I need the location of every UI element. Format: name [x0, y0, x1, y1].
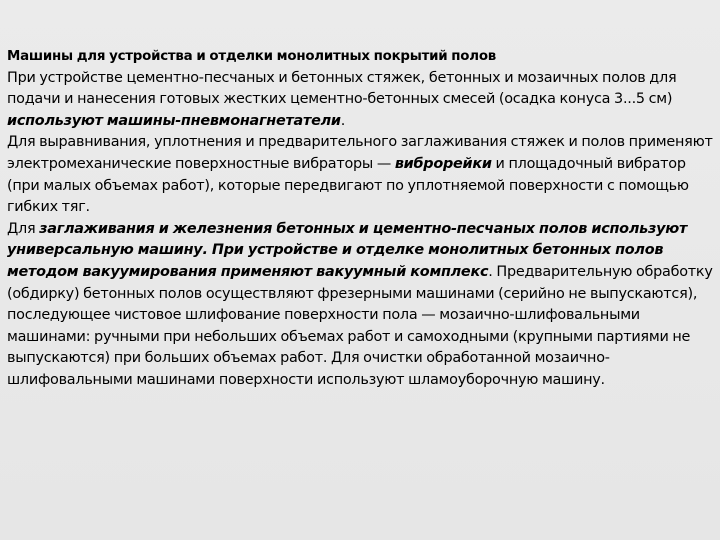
paragraph-text: .: [340, 112, 346, 129]
paragraph-text: При устройстве цементно-песчаных и бетонных стяжек, бетонных и мозаичных полов для подачи и нанесения готовых жестких цементно-бетонных смесей (осадка конуса 3...5 см): [7, 69, 677, 108]
emphasis-text: виброрейки: [394, 155, 492, 172]
paragraph-pneumatic: [7, 68, 713, 133]
paragraph-text: . Предварительную обработку (обдирку) бетонных полов осуществляют фрезерными машинами (серийно не выпускаются), последующее чистовое шлифование поверхности пола — мозаично-шлифовальными машинами: ручными при небольших объемах работ и самоходными (крупными партиями не выпускаются) при больших объемах работ. Для очистки обработанной мозаично-шлифовальными машинами поверхности используют шламоуборочную машину.: [7, 263, 713, 388]
paragraph-text: и площадочный вибратор (при малых объемах работ), которые передвигают по уплотняемой поверхности с помощью гибких тяг.: [7, 155, 689, 216]
page-title: Машины для устройства и отделки монолитных покрытий полов: [7, 49, 496, 64]
paragraph-vibrators: [7, 132, 713, 218]
paragraph-text: Для выравнивания, уплотнения и предварительного заглаживания стяжек и полов применяют электромеханические поверхностные вибраторы —: [7, 134, 713, 172]
emphasis-text: используют машины-пневмонагнетатели: [7, 112, 341, 129]
paragraph-finishing: [7, 219, 713, 392]
paragraph-text: Для: [7, 220, 40, 237]
text-block: [7, 46, 713, 392]
emphasis-text: заглаживания и железнения бетонных и цементно-песчаных полов используют универсальную машину. При устройстве и отделке монолитных бетонных полов методом вакуумирования применяют вакуумный комплекс: [7, 220, 688, 280]
